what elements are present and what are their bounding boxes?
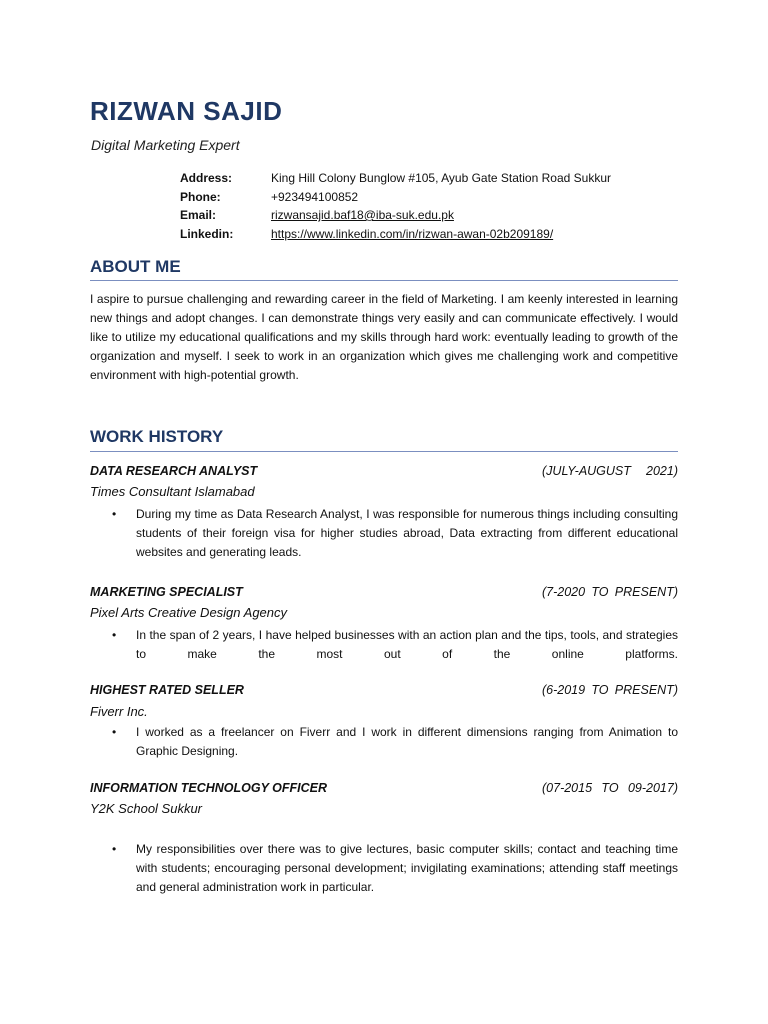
contact-email-row (180, 206, 611, 225)
job-title: INFORMATION TECHNOLOGY OFFICER (90, 781, 328, 795)
contact-block (180, 169, 611, 243)
job-title: HIGHEST RATED SELLER (90, 683, 244, 697)
job-company: Pixel Arts Creative Design Agency (90, 605, 288, 620)
job-bullet-text: In the span of 2 years, I have helped businesses with an action plan and the tips, tools, and strategies to make the most out of the online platforms. (136, 628, 678, 661)
contact-linkedin-row (180, 225, 611, 244)
candidate-name: RIZWAN SAJID (90, 96, 283, 126)
job-date: (JULY-AUGUST 2021) (542, 464, 678, 478)
email-label: Email: (180, 208, 217, 222)
address-value: King Hill Colony Bunglow #105, Ayub Gate Station Road Sukkur (271, 171, 611, 185)
job-company: Y2K School Sukkur (90, 801, 203, 816)
job-date: (07-2015 TO 09-2017) (542, 781, 678, 795)
bullet-icon: • (112, 842, 117, 856)
email-link[interactable]: rizwansajid.baf18@iba-suk.edu.pk (271, 208, 454, 222)
candidate-title: Digital Marketing Expert (91, 137, 240, 153)
job-bullet (112, 840, 678, 897)
job-bullet (112, 723, 678, 761)
work-heading: WORK HISTORY (90, 427, 224, 446)
contact-address-row (180, 169, 611, 188)
about-heading: ABOUT ME (90, 257, 181, 276)
job-date: (7-2020 TO PRESENT) (542, 585, 678, 599)
job-title: DATA RESEARCH ANALYST (90, 464, 258, 478)
about-text: I aspire to pursue challenging and rewarding career in the field of Marketing. I am keenly interested in learning new things and adopt changes. I can demonstrate things very easily and can communicate effectively. I would like to utilize my educational qualifications and my skills through hard work: eventually leading to growth of the organization and myself. I seek to work in an organization which gives me challenging work and competitive environment with high-potential growth. (90, 292, 678, 382)
bullet-icon: • (112, 628, 117, 642)
job-date: (6-2019 TO PRESENT) (542, 683, 678, 697)
about-divider (90, 280, 678, 281)
job-bullet (112, 626, 678, 664)
contact-phone-row (180, 188, 611, 207)
job-title: MARKETING SPECIALIST (90, 585, 243, 599)
job-bullet-text: I worked as a freelancer on Fiverr and I work in different dimensions ranging from Animation to Graphic Designing. (136, 725, 678, 758)
address-label: Address: (180, 171, 233, 185)
job-company: Times Consultant Islamabad (90, 484, 255, 499)
bullet-icon: • (112, 725, 117, 739)
job-bullet-text: During my time as Data Research Analyst, I was responsible for numerous things including consulting students of their foreign visa for higher studies abroad, Data extracting from different educational websites and generating leads. (136, 507, 678, 559)
job-bullet-text: My responsibilities over there was to give lectures, basic computer skills; contact and teaching time with students; encouraging personal development; invigilating examinations; attending staff meetings and general administration work in particular. (136, 842, 678, 894)
job-company: Fiverr Inc. (90, 704, 148, 719)
phone-label: Phone: (180, 189, 221, 204)
job-bullet (112, 505, 678, 562)
phone-value: +923494100852 (271, 189, 359, 204)
bullet-icon: • (112, 507, 117, 521)
work-divider (90, 451, 678, 452)
linkedin-link[interactable]: https://www.linkedin.com/in/rizwan-awan-02b209189/ (271, 226, 554, 241)
linkedin-label: Linkedin: (180, 226, 234, 241)
